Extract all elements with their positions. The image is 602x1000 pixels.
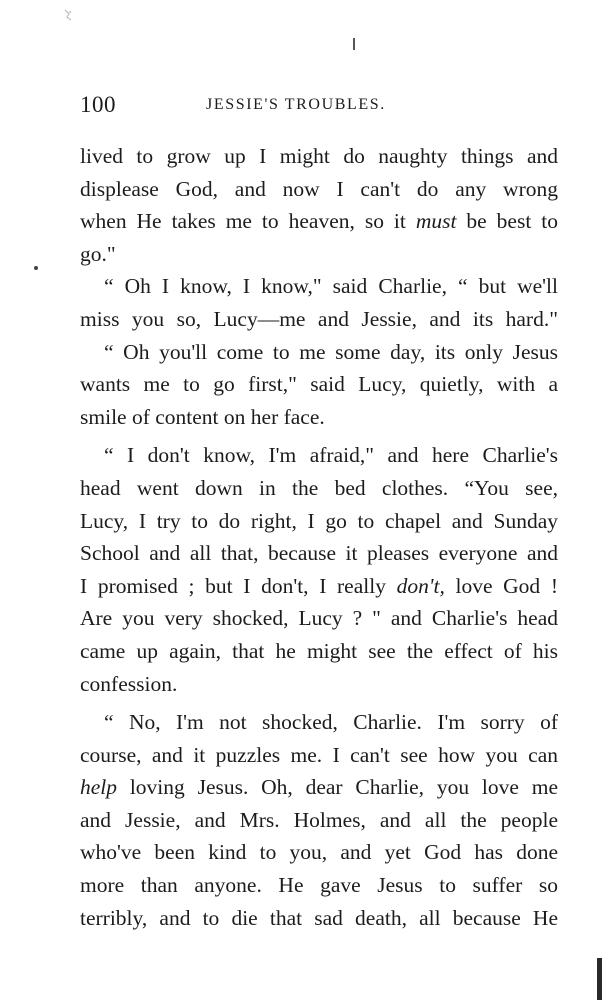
text-line: who've been kind to you, and yet God has done	[80, 840, 558, 865]
text-line: smile of content on her face.	[80, 404, 325, 429]
text-line: when He takes me to heaven, so it must be best to	[80, 209, 558, 234]
paragraph-first-line: “ Oh I know, I know," said Charlie, “ but we'll	[104, 274, 558, 299]
text-line: displease God, and now I can't do any wrong	[80, 176, 558, 201]
text-line: lived to grow up I might do naughty things and	[80, 144, 558, 168]
paper-speck-mark	[62, 8, 76, 22]
page-number: 100	[80, 92, 116, 117]
text-line: terribly, and to die that sad death, all because He	[80, 905, 558, 930]
paragraph-first-line: “ Oh you'll come to me some day, its only Jesus	[104, 339, 558, 364]
text-line: head went down in the bed clothes. “You see,	[80, 475, 558, 500]
paragraph-first-line: “ No, I'm not shocked, Charlie. I'm sorry of	[104, 710, 558, 735]
text-line: go."	[80, 241, 116, 266]
text-line: help loving Jesus. Oh, dear Charlie, you love me	[80, 775, 558, 800]
text-line: and Jessie, and Mrs. Holmes, and all the people	[80, 807, 558, 832]
text-line: confession.	[80, 671, 178, 696]
text-line: Are you very shocked, Lucy ? " and Charlie's head	[80, 606, 558, 631]
stray-ink-mark	[353, 38, 355, 50]
emphasis-word: must	[415, 209, 457, 234]
text-line: wants me to go first," said Lucy, quietly, with a	[80, 372, 558, 397]
text-line: Lucy, I try to do right, I go to chapel and Sunday	[80, 508, 558, 533]
text-line: course, and it puzzles me. I can't see how you can	[80, 742, 558, 767]
text-line: miss you so, Lucy—me and Jessie, and its hard."	[80, 306, 558, 331]
emphasis-word: don't,	[396, 573, 445, 598]
text-line: School and all that, because it pleases everyone and	[80, 541, 558, 566]
emphasis-word: help	[80, 775, 118, 800]
page-edge-shadow	[597, 958, 602, 1000]
text-line: more than anyone. He gave Jesus to suffer so	[80, 873, 558, 898]
running-title: JESSIE'S TROUBLES.	[206, 96, 386, 113]
text-line: came up again, that he might see the effect of his	[80, 638, 558, 663]
page-header	[80, 92, 560, 122]
margin-ink-dot	[34, 266, 38, 270]
paragraph-first-line: “ I don't know, I'm afraid," and here Charlie's	[104, 443, 558, 468]
text-line: I promised ; but I don't, I really don't, love God !	[80, 573, 559, 598]
page-body-text	[80, 140, 558, 934]
